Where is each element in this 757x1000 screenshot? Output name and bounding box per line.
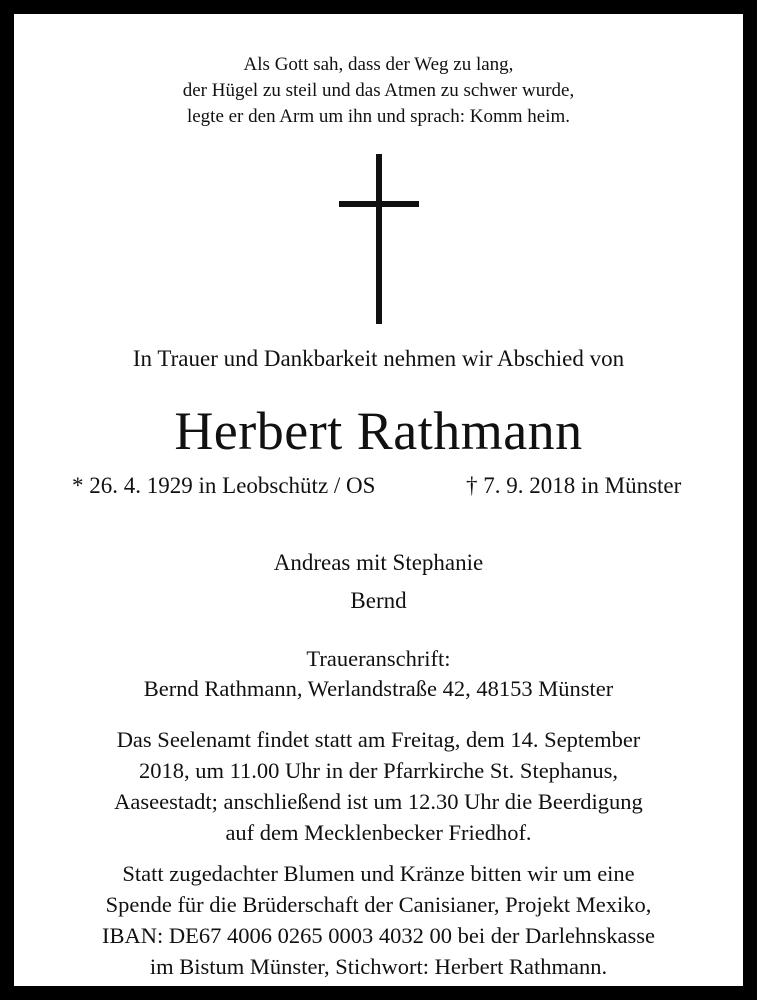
deceased-name: Herbert Rathmann (174, 401, 583, 461)
service-line: Das Seelenamt findet statt am Freitag, dem 14. September (116, 727, 641, 752)
donation-line: im Bistum Münster, Stichwort: Herbert Rathmann. (149, 954, 608, 979)
donation-line: Statt zugedachter Blumen und Kränze bitten wir um eine (122, 861, 635, 886)
service-line: auf dem Mecklenbecker Friedhof. (225, 820, 532, 845)
donation-line: Spende für die Brüderschaft der Canisianer, Projekt Mexiko, (105, 892, 652, 917)
verse-line: Als Gott sah, dass der Weg zu lang, (243, 54, 514, 75)
service-line: 2018, um 11.00 Uhr in der Pfarrkirche St. Stephanus, (138, 758, 619, 783)
address-label: Traueranschrift: (306, 646, 451, 671)
family-member: Andreas mit Stephanie (273, 550, 484, 575)
address-text: Bernd Rathmann, Werlandstraße 42, 48153 Münster (143, 676, 614, 701)
verse-line: der Hügel zu steil und das Atmen zu schwer wurde, (182, 80, 575, 101)
intro-text: In Trauer und Dankbarkeit nehmen wir Abschied von (132, 346, 625, 371)
family-member: Bernd (350, 588, 407, 613)
cross-icon (339, 154, 419, 324)
donation-line: IBAN: DE67 4006 0265 0003 4032 00 bei der Darlehnskasse (101, 923, 656, 948)
service-line: Aaseestadt; anschließend ist um 12.30 Uhr die Beerdigung (114, 789, 643, 814)
verse-line: legte er den Arm um ihn und sprach: Komm heim. (186, 106, 571, 127)
obituary-content (28, 28, 729, 979)
birth-date: * 26. 4. 1929 in Leobschütz / OS (72, 473, 376, 498)
death-date: † 7. 9. 2018 in Münster (466, 473, 682, 498)
